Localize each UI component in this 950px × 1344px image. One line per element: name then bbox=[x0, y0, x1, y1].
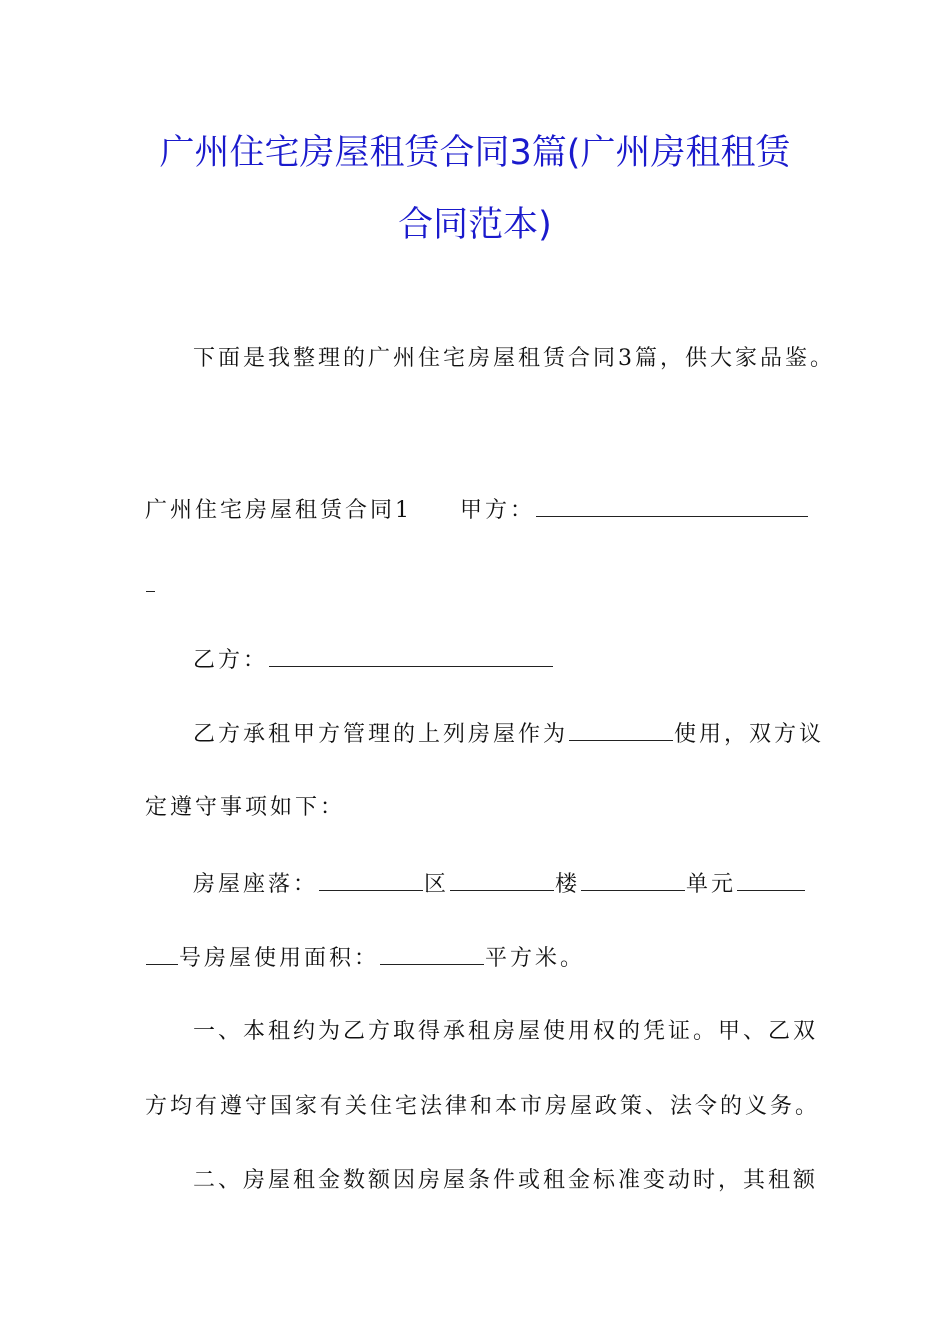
usage-blank bbox=[569, 722, 673, 741]
usage-text-2: 使用，双方议 bbox=[674, 722, 825, 747]
party-b-row bbox=[193, 648, 554, 672]
document-title-line-1: 广州住宅房屋租赁合同3篇(广州房租租赁 bbox=[159, 133, 791, 173]
usage-text-3: 定遵守事项如下： bbox=[145, 795, 346, 820]
location-row bbox=[193, 872, 806, 896]
intro-paragraph: 下面是我整理的广州住宅房屋租赁合同3篇，供大家品鉴。 bbox=[193, 346, 835, 371]
sqm-label: 平方米。 bbox=[485, 946, 586, 971]
building-label: 楼 bbox=[555, 872, 581, 897]
party-a-blank-continuation bbox=[145, 573, 156, 597]
district-blank bbox=[319, 872, 423, 891]
room-blank bbox=[737, 872, 805, 891]
location-label: 房屋座落： bbox=[193, 872, 319, 897]
area-row bbox=[145, 946, 585, 970]
area-blank bbox=[380, 946, 484, 965]
district-label: 区 bbox=[424, 872, 450, 897]
party-b-label: 乙方： bbox=[193, 648, 269, 673]
usage-row bbox=[193, 722, 824, 746]
contract-heading-row bbox=[145, 498, 809, 522]
party-a-blank bbox=[536, 498, 808, 517]
document-title-line-2: 合同范本) bbox=[398, 205, 552, 245]
unit-blank bbox=[581, 872, 685, 891]
party-a-label: 甲方： bbox=[460, 498, 536, 523]
clause-1-line-2: 方均有遵守国家有关住宅法律和本市房屋政策、法令的义务。 bbox=[145, 1094, 821, 1119]
building-blank bbox=[450, 872, 554, 891]
room-area-label: 号房屋使用面积： bbox=[179, 946, 380, 971]
contract-heading: 广州住宅房屋租赁合同1 bbox=[145, 498, 412, 523]
room-blank-continuation bbox=[146, 946, 178, 965]
usage-text-1: 乙方承租甲方管理的上列房屋作为 bbox=[193, 722, 569, 747]
unit-label: 单元 bbox=[686, 872, 737, 897]
party-b-blank bbox=[269, 648, 553, 667]
clause-2-line-1: 二、房屋租金数额因房屋条件或租金标准变动时，其租额 bbox=[193, 1168, 819, 1193]
clause-1-line-1: 一、本租约为乙方取得承租房屋使用权的凭证。甲、乙双 bbox=[193, 1019, 819, 1044]
